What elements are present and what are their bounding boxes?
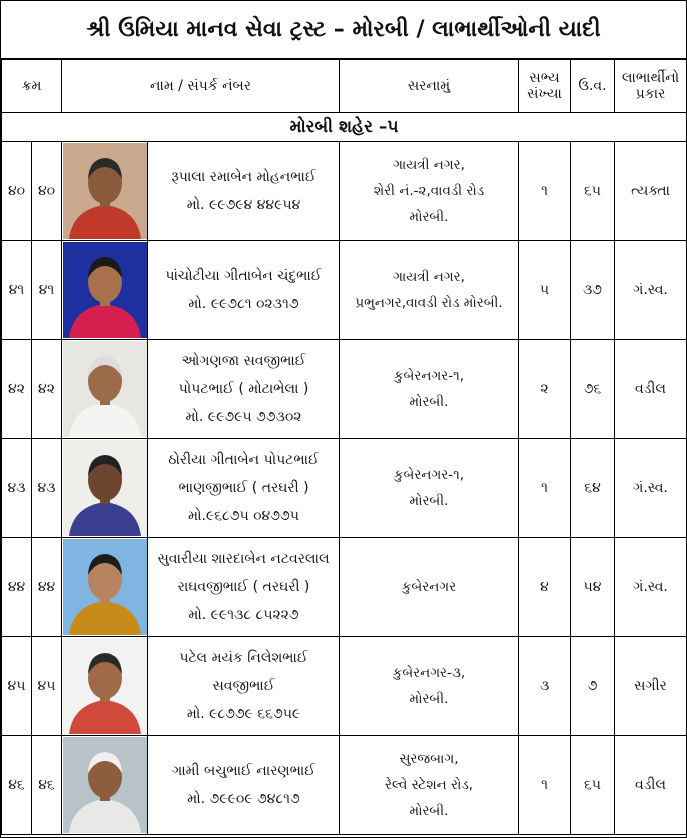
serial-number: ૪૧ [2, 241, 32, 340]
portrait-image [63, 242, 147, 338]
contact-number: મો. ૯૯૭૮૧ ૦૨૩૧૭ [188, 296, 299, 312]
address-line: શેરી નં.-૨,વાવડી રોડ [373, 183, 485, 199]
address-line: રેલ્વે સ્ટેશન રોડ, [384, 777, 474, 793]
beneficiary-type: ગં.સ્વ. [615, 241, 687, 340]
beneficiary-address [340, 340, 519, 439]
member-count: ૪ [519, 538, 571, 637]
beneficiary-type: વડીલ [615, 736, 687, 835]
member-count: ૧ [519, 736, 571, 835]
beneficiary-photo [62, 340, 148, 439]
table-row [2, 736, 687, 835]
serial-number: ૪૪ [2, 538, 32, 637]
age: ૬૫ [571, 142, 615, 241]
contact-number: મો.૯૬૮૭૫ ૦૪૭૭૫ [188, 508, 299, 524]
table-row [2, 439, 687, 538]
address-line: મોરબી. [409, 803, 449, 819]
serial-number-alt: ૪૩ [32, 439, 62, 538]
header-age: ઉ.વ. [571, 60, 615, 113]
name-line: પાંચોટીયા ગીતાબેન ચંદુભાઈ [165, 268, 322, 284]
serial-number: ૪૫ [2, 637, 32, 736]
header-name: નામ / સંપર્ક નંબર [62, 60, 340, 113]
name-line: ઓગણજા સવજીભાઈ [181, 353, 306, 369]
beneficiary-address [340, 637, 519, 736]
age: ૬૫ [571, 736, 615, 835]
beneficiary-type: વડીલ [615, 340, 687, 439]
beneficiary-address [340, 439, 519, 538]
beneficiary-name [148, 241, 340, 340]
address-line: સુરજબાગ, [399, 751, 459, 767]
serial-number-alt: ૪૨ [32, 340, 62, 439]
portrait-image [63, 440, 147, 536]
serial-number: ૪૬ [2, 736, 32, 835]
table-row [2, 637, 687, 736]
serial-number-alt: ૪૦ [32, 142, 62, 241]
header-serial: ક્રમ [2, 60, 62, 113]
name-line: ઠોરીયા ગીતાબેન પોપટભાઈ [168, 452, 319, 468]
beneficiary-photo [62, 241, 148, 340]
beneficiary-address [340, 241, 519, 340]
member-count: ૧ [519, 439, 571, 538]
address-line: ગાયત્રી નગર, [393, 157, 465, 173]
table-row [2, 340, 687, 439]
serial-number: ૪૩ [2, 439, 32, 538]
contact-number: મો. ૯૯૧૩૮ ૮૫૨૨૭ [188, 607, 299, 623]
age: ૬૪ [571, 439, 615, 538]
member-count: ૧ [519, 142, 571, 241]
beneficiary-address [340, 142, 519, 241]
address-line: મોરબી. [409, 691, 449, 707]
beneficiary-type: સગીર [615, 637, 687, 736]
beneficiary-photo [62, 736, 148, 835]
name-line: ગામી બચુભાઈ નારણભાઈ [171, 763, 316, 779]
beneficiary-address [340, 538, 519, 637]
beneficiary-type: ગં.સ્વ. [615, 439, 687, 538]
address-line: કુબેરનગર-૩, [392, 665, 466, 681]
serial-number: ૪૦ [2, 142, 32, 241]
table-body [2, 142, 687, 835]
serial-number: ૪૨ [2, 340, 32, 439]
address-line: કુબેરનગર [401, 579, 457, 595]
name-line: સુવારીયા શારદાબેન નટવરલાલ [157, 551, 330, 567]
portrait-image [63, 737, 147, 833]
member-count: ૫ [519, 241, 571, 340]
address-line: કુબેરનગર-૧, [393, 368, 465, 384]
header-row [2, 60, 687, 113]
beneficiary-name [148, 736, 340, 835]
beneficiary-name [148, 340, 340, 439]
page-title: શ્રી ઉમિયા માનવ સેવા ટ્રસ્ટ – મોરબી / લાભાર્થીઓની યાદી [1, 1, 686, 59]
address-line: ગાયત્રી નગર, [393, 269, 465, 285]
address-line: કુબેરનગર-૧, [393, 467, 465, 483]
table-row [2, 142, 687, 241]
header-type: લાભાર્થીનો પ્રકાર [615, 60, 687, 113]
header-address: સરનામું [340, 60, 519, 113]
age: ૭૬ [571, 340, 615, 439]
contact-number: મો. ૯૯૭૯૫ ૭૭૩૦૨ [185, 409, 302, 425]
beneficiary-name [148, 142, 340, 241]
beneficiary-address [340, 736, 519, 835]
beneficiary-name [148, 439, 340, 538]
beneficiary-name [148, 538, 340, 637]
contact-number: મો. ૯૮૭૭૯ ૬૬૭૫૯ [186, 706, 301, 722]
beneficiary-type: ગં.સ્વ. [615, 538, 687, 637]
beneficiary-photo [62, 538, 148, 637]
beneficiary-name [148, 637, 340, 736]
serial-number-alt: ૪૬ [32, 736, 62, 835]
serial-number-alt: ૪૧ [32, 241, 62, 340]
name-line: પટેલ મયંક નિલેશભાઈ [179, 650, 308, 666]
portrait-image [63, 638, 147, 734]
name-line: પોપટભાઈ ( મોટાભેલા ) [178, 381, 309, 397]
beneficiary-photo [62, 439, 148, 538]
beneficiary-photo [62, 637, 148, 736]
portrait-image [63, 341, 147, 437]
address-line: મોરબી. [409, 209, 449, 225]
member-count: ૩ [519, 637, 571, 736]
header-members: સભ્ય સંખ્યા [519, 60, 571, 113]
section-title: મોરબી શહેર –૫ [2, 113, 687, 142]
serial-number-alt: ૪૪ [32, 538, 62, 637]
address-line: મોરબી. [409, 493, 449, 509]
name-line: રૂપાલા રમાબેન મોહનભાઈ [171, 169, 316, 185]
beneficiary-photo [62, 142, 148, 241]
table-row [2, 538, 687, 637]
serial-number-alt: ૪૫ [32, 637, 62, 736]
beneficiary-table [1, 59, 687, 835]
table-row [2, 241, 687, 340]
member-count: ૨ [519, 340, 571, 439]
section-row [2, 113, 687, 142]
name-line: સવજીભાઈ [212, 678, 275, 694]
address-line: મોરબી. [409, 394, 449, 410]
age: ૩૭ [571, 241, 615, 340]
age: ૭ [571, 637, 615, 736]
age: ૫૪ [571, 538, 615, 637]
name-line: રાઘવજીભાઈ ( તરઘરી ) [177, 579, 310, 595]
contact-number: મો. ૭૯૯૦૯ ૭૪૮૧૭ [187, 791, 300, 807]
portrait-image [63, 539, 147, 635]
contact-number: મો. ૯૯૭૯૪ ૪૪૯૫૪ [186, 197, 301, 213]
address-line: પ્રભુનગર,વાવડી રોડ મોરબી. [355, 295, 503, 311]
beneficiary-type: ત્યક્તા [615, 142, 687, 241]
name-line: ભાણજીભાઈ ( તરઘરી ) [178, 480, 309, 496]
portrait-image [63, 143, 147, 239]
